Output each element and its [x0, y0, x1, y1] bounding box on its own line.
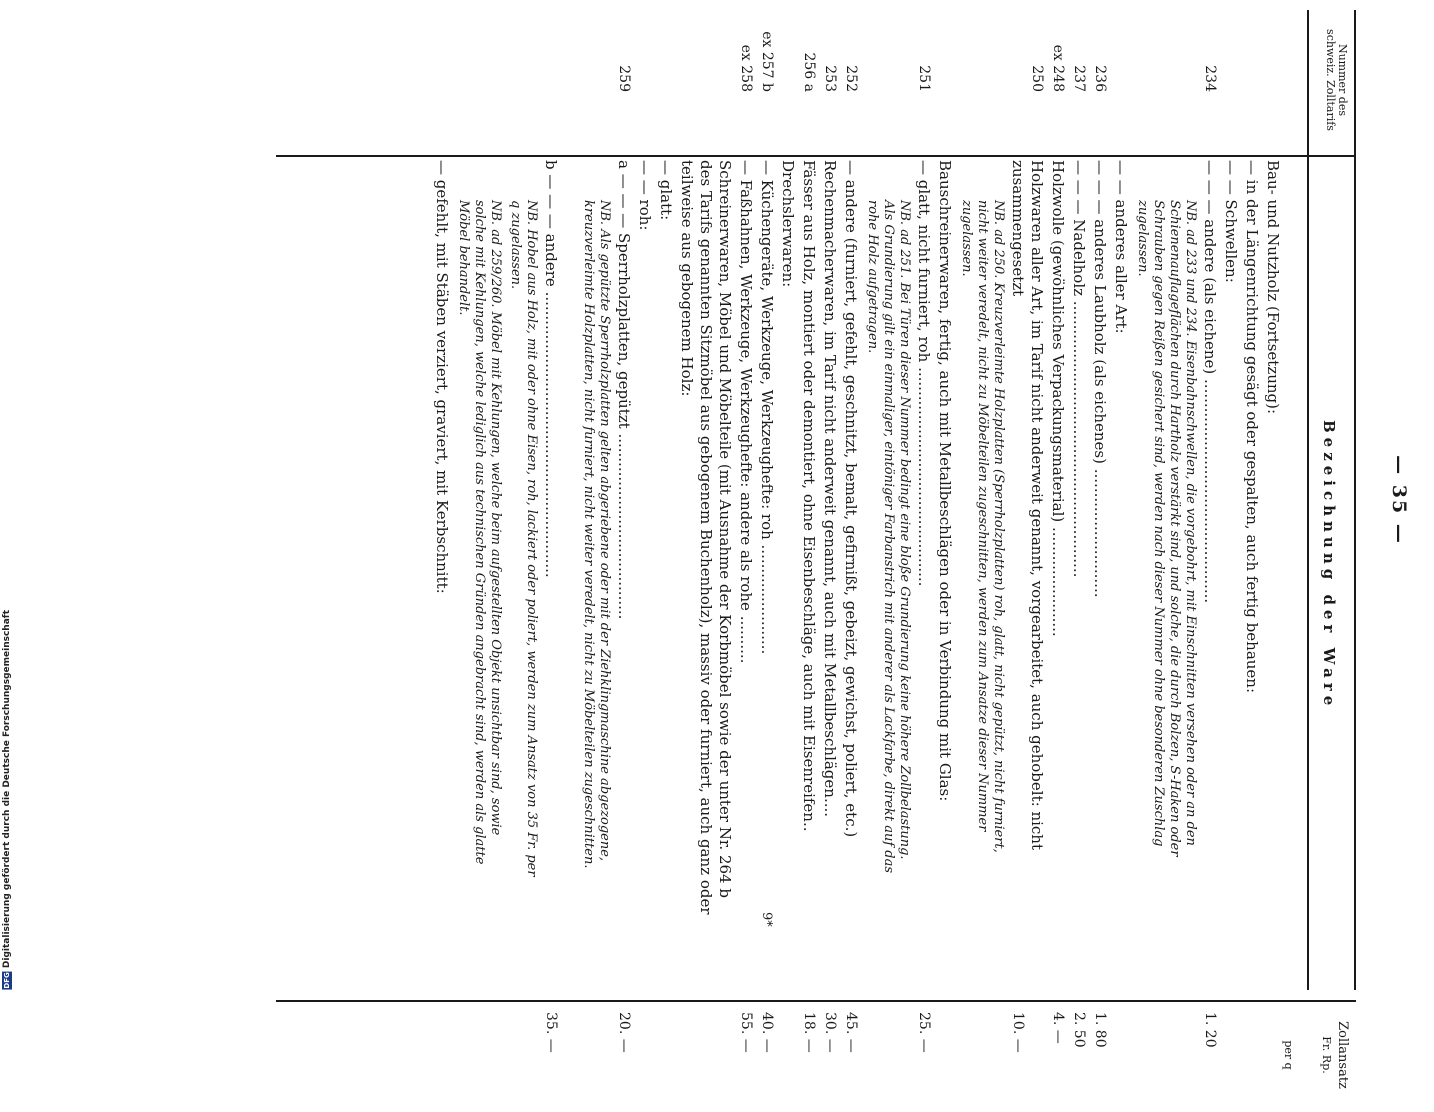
tariff-number: 256 a [801, 52, 817, 92]
duty-rate: 20. — [616, 1012, 632, 1053]
tariff-number: ex 258 [738, 44, 754, 92]
duty-rate: 1. 80 [1092, 1012, 1108, 1048]
tariff-number: ex 248 [1050, 44, 1066, 92]
tariff-number: 236 [1092, 65, 1108, 92]
item-description: a — — — Sperrholzplatten, gepützt ....................................... [615, 160, 633, 620]
duty-rate: 40. — [759, 1012, 775, 1053]
note-text: NB. ad 251. Bei Türen dieser Nummer bedingt eine bloße Grundierung keine höhere Zollbelastung. Als Grundierung gilt ein einmaliger, eintöniger Farbanstrich mit anderer als Lackfarbe, direkt auf das rohe Holz aufgetragen. [865, 200, 912, 874]
duty-rate: 55. — [738, 1012, 754, 1053]
duty-rate: 10. — [1010, 1012, 1026, 1053]
item-description: Bauschreinerwaren, fertig, auch mit Metallbeschlägen oder in Verbindung mit Glas: [936, 160, 954, 802]
item-description: Drechslerwaren: [779, 160, 797, 288]
header-description: Bezeichnung der Ware [1320, 420, 1338, 711]
duty-rate: 1. 20 [1202, 1012, 1218, 1048]
item-description: Holzwaren aller Art, im Tarif nicht anderweit genannt, vorgearbeitet, auch gehobelt: nicht zusammengesetzt [1009, 160, 1046, 850]
header-number-column: Nummer des schweiz. Zolltarifs [1324, 29, 1349, 131]
item-description: Fässer aus Holz, montiert oder demontiert, ohne Eisenbeschläge, auch mit Eisenreifen.. [800, 160, 818, 832]
page-number: — 35 — [1388, 455, 1410, 545]
note-text: NB. Als gepützte Sperrholzplatten gelten abgeriebene oder mit der Ziehklingmaschine abgezogene, kreuzverleimte Holzplatten, nicht furniert, nicht weiter veredelt, nicht zu Möbelteilen zugeschnitten. [581, 200, 612, 869]
table-top-rule [1354, 10, 1356, 990]
note-text: NB. ad 259/260. Möbel mit Kehlungen, welche beim aufgestellten Objekt unsichtbar sind, sowie solche mit Kehlungen, welche lediglich aus technischen Gründen angebracht sind, werden als glatte Möbel behandelt. [456, 200, 503, 865]
item-description: — — — Nadelholz .......................................................... [1070, 160, 1088, 578]
item-description: Bau- und Nutzholz (Fortsetzung): [1264, 160, 1282, 415]
header-rate: Zollansatz [1335, 1021, 1350, 1089]
duty-rate: 35. — [543, 1012, 559, 1053]
header-rate-units: Fr. Rp. [1320, 1036, 1333, 1074]
item-description: — — — anderes Laubholz (als eichenes) ........................... [1091, 160, 1109, 598]
duty-rate: 18. — [801, 1012, 817, 1053]
tariff-number: 259 [616, 65, 632, 92]
item-description: Schreinerwaren, Möbel und Möbelteile (mit Ausnahme der Korbmöbel sowie der unter Nr. 264 b des Tarifs genannten Sitzmöbel aus gebogenem Buchenholz), massiv oder furniert, auch ganz oder teilweise aus gebogenem Holz: [678, 160, 734, 915]
column-divider-right [276, 1000, 1356, 1002]
item-description: Holzwolle (gewöhnliches Verpackungsmaterial) ....................... [1049, 160, 1067, 637]
duty-rate: 4. — [1050, 1012, 1066, 1044]
column-divider-left [276, 155, 1356, 157]
credit-text: Digitalisierung gefördert durch die Deutsche Forschungsgemeinschaft [2, 610, 12, 969]
item-description: Rechenmacherwaren, im Tarif nicht anderweit genannt, auch mit Metallbeschlägen.... [821, 160, 839, 818]
item-description: — — Schwellen: [1222, 160, 1240, 283]
sheet-signature: 9* [759, 912, 774, 927]
tariff-number: ex 257 b [759, 31, 775, 92]
tariff-number: 234 [1202, 65, 1218, 92]
digitization-credit [2, 610, 12, 990]
item-description: — in der Längenrichtung gesägt oder gespalten, auch fertig behauen: [1243, 160, 1261, 694]
tariff-number: 250 [1029, 65, 1045, 92]
item-description: — gefehlt, mit Stäben verziert, graviert, mit Kerbschnitt: [433, 160, 451, 594]
item-description: b — — — andere ............................................................ [542, 160, 560, 578]
item-description: — glatt, nicht furniert, roh .............................................. [915, 160, 933, 587]
dfg-logo: DFG [3, 972, 11, 989]
tariff-number: 253 [822, 65, 838, 92]
item-description: — andere (furniert, gefehlt, geschnitzt, bemalt, gefirnißt, gebeizt, gewichst, poliert, etc.) [842, 160, 860, 838]
duty-rate: 25. — [916, 1012, 932, 1053]
tariff-number: 237 [1071, 65, 1087, 92]
item-description: — glatt: [657, 160, 675, 221]
item-description: — Faßhahnen, Werkzeuge, Werkzeughefte: andere als rohe .......... [737, 160, 755, 664]
duty-rate: 2. 50 [1071, 1012, 1087, 1048]
header-rule [1307, 10, 1309, 990]
item-description: — — anderes aller Art: [1112, 160, 1130, 334]
tariff-number: 252 [843, 65, 859, 92]
note-text: NB. ad 233 und 234. Eisenbahnschwellen, die vorgebohrt, mit Einschnitten versehen oder an den Schienenauflageflächen durch Hartholz verstärkt sind, und solche, die durch Bolzen, S-Haken oder Schrauben gegen Reißen gesichert sind, werden nach dieser Nummer ohne besonderen Zuschlag zugelassen. [1135, 200, 1198, 857]
duty-rate: 30. — [822, 1012, 838, 1053]
item-description: — Küchengeräte, Werkzeuge, Werkzeughefte: roh ....................... [758, 160, 776, 655]
item-description: — — — andere (als eichene) ............................................... [1201, 160, 1219, 604]
note-text: NB. ad 250. Kreuzverleimte Holzplatten (Sperrholzplatten) roh, glatt, nicht gepützt, nicht furniert, nicht weiter veredelt, nicht zu Möbelteilen zugeschnitten, werden zum Ansatze dieser Nummer zugelassen. [959, 200, 1006, 853]
header-rate-per: per q [1282, 1040, 1295, 1070]
note-text: NB. Hobel aus Holz, mit oder ohne Eisen, roh, lackiert oder poliert, werden zum Ansatz von 35 Fr. per q zugelassen. [508, 200, 539, 877]
item-description: — — roh: [636, 160, 654, 231]
duty-rate: 45. — [843, 1012, 859, 1053]
tariff-number: 251 [916, 65, 932, 92]
